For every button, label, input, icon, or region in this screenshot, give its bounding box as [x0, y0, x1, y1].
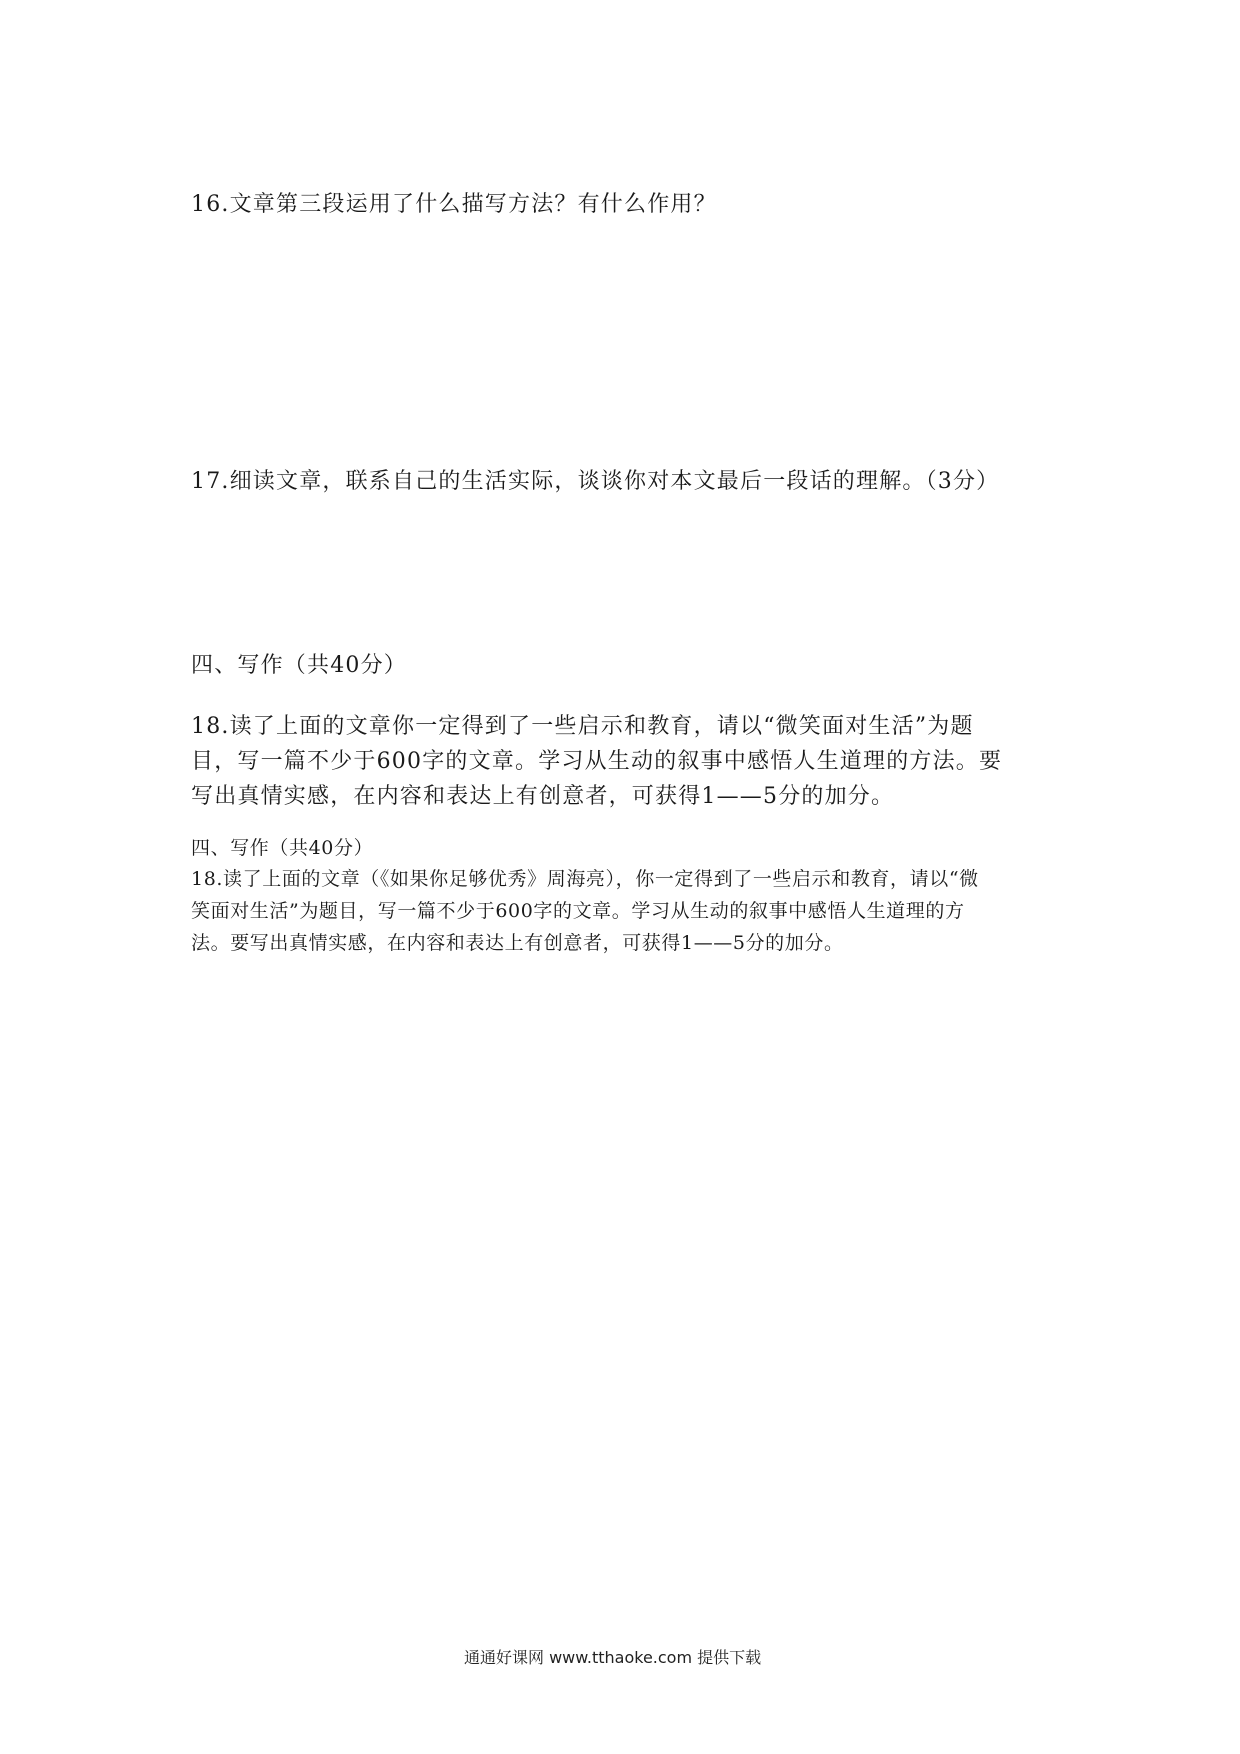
- question-16: 16.文章第三段运用了什么描写方法？有什么作用？: [191, 192, 717, 217]
- writing-section-heading-repeat: 四、写作（共40分）: [191, 837, 374, 859]
- question-18-line-2: 目，写一篇不少于600字的文章。学习从生动的叙事中感悟人生道理的方法。要: [191, 749, 1003, 774]
- question-18-repeat-line-3: 法。要写出真情实感，在内容和表达上有创意者，可获得1——5分的加分。: [191, 932, 844, 954]
- question-18-repeat-line-1: 18.读了上面的文章（《如果你足够优秀》周海亮），你一定得到了一些启示和教育，请以“微: [191, 868, 979, 890]
- question-18-line-1: 18.读了上面的文章你一定得到了一些启示和教育，请以“微笑面对生活”为题: [191, 714, 974, 739]
- question-17: 17.细读文章，联系自己的生活实际，谈谈你对本文最后一段话的理解。（3分）: [191, 469, 1000, 494]
- question-18-repeat-line-2: 笑面对生活”为题目，写一篇不少于600字的文章。学习从生动的叙事中感悟人生道理的方: [191, 900, 965, 922]
- page-footer: 通通好课网 www.tthaoke.com 提供下载: [464, 1648, 762, 1667]
- question-18-line-3: 写出真情实感，在内容和表达上有创意者，可获得1——5分的加分。: [191, 784, 895, 809]
- writing-section-heading: 四、写作（共40分）: [191, 653, 407, 678]
